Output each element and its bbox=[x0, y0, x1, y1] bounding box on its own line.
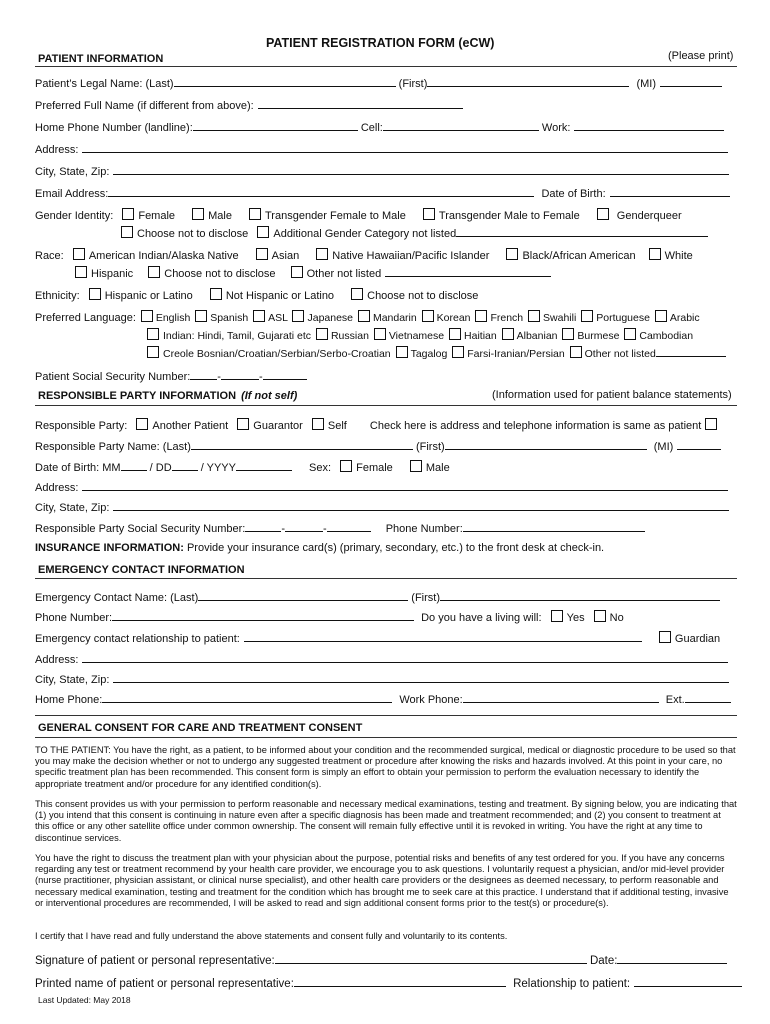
relationship-label: Emergency contact relationship to patient: bbox=[35, 633, 240, 645]
checkbox-farsi[interactable] bbox=[452, 346, 464, 358]
option-yes: Yes bbox=[566, 612, 585, 624]
emergency-home-phone-row bbox=[35, 692, 731, 707]
checkbox-korean[interactable] bbox=[422, 310, 434, 322]
responsible-ssn-2[interactable] bbox=[285, 521, 323, 532]
responsible-ssn-1[interactable] bbox=[245, 521, 281, 532]
ethnicity-label: Ethnicity: bbox=[35, 290, 80, 302]
responsible-address-label: Address: bbox=[35, 482, 79, 494]
dob-label: Date of Birth: bbox=[541, 188, 606, 200]
emergency-address-label: Address: bbox=[35, 654, 79, 666]
work-label: Work: bbox=[541, 122, 571, 134]
checkbox-race-undisclosed[interactable] bbox=[148, 266, 160, 278]
option-farsi: Farsi-Iranian/Persian bbox=[467, 348, 565, 360]
language-label: Preferred Language: bbox=[35, 312, 136, 324]
option-english: English bbox=[155, 312, 191, 324]
sex-label: Sex: bbox=[309, 462, 332, 474]
option-creole: Creole Bosnian/Croatian/Serbian/Serbo-Croatian bbox=[163, 348, 391, 360]
checkbox-self[interactable] bbox=[312, 418, 324, 430]
first-name-field[interactable] bbox=[427, 76, 629, 87]
printed-name-field[interactable] bbox=[294, 976, 506, 987]
living-will-label: Do you have a living will: bbox=[421, 612, 542, 624]
emergency-name-row bbox=[35, 590, 720, 605]
city-field[interactable] bbox=[113, 164, 729, 175]
ssn-part-1[interactable] bbox=[190, 369, 217, 380]
language-row-3 bbox=[145, 346, 726, 361]
emergency-address-field[interactable] bbox=[82, 652, 728, 663]
same-as-patient-label: Check here is address and telephone information is same as patient bbox=[369, 420, 702, 432]
dob-mm-field[interactable] bbox=[121, 460, 147, 471]
city-label: City, State, Zip: bbox=[35, 166, 110, 178]
checkbox-asian[interactable] bbox=[256, 248, 268, 260]
checkbox-trans-mtf[interactable] bbox=[423, 208, 435, 220]
address-label: Address: bbox=[35, 144, 79, 156]
cell-field[interactable] bbox=[383, 120, 539, 131]
patient-info-heading: PATIENT INFORMATION bbox=[38, 53, 164, 65]
option-sex-female: Female bbox=[356, 462, 393, 474]
checkbox-female[interactable] bbox=[122, 208, 134, 220]
option-no: No bbox=[609, 612, 624, 624]
option-genderqueer: Genderqueer bbox=[616, 210, 682, 222]
checkbox-cambodian[interactable] bbox=[624, 328, 636, 340]
option-male: Male bbox=[208, 210, 232, 222]
language-row-2 bbox=[145, 328, 693, 343]
option-french: French bbox=[490, 312, 524, 324]
checkbox-french[interactable] bbox=[475, 310, 487, 322]
gender-other-field[interactable] bbox=[456, 226, 708, 237]
checkbox-mandarin[interactable] bbox=[358, 310, 370, 322]
divider bbox=[35, 715, 737, 716]
home-phone-label: Home Phone Number (landline): bbox=[35, 122, 193, 134]
address-field[interactable] bbox=[82, 142, 728, 153]
option-ethnicity-undisclosed: Choose not to disclose bbox=[367, 290, 479, 302]
divider bbox=[35, 405, 737, 406]
emergency-home-phone-field[interactable] bbox=[102, 692, 392, 703]
checkbox-arabic[interactable] bbox=[655, 310, 667, 322]
checkbox-language-other[interactable] bbox=[570, 346, 582, 358]
language-row bbox=[35, 310, 700, 325]
checkbox-ethnicity-undisclosed[interactable] bbox=[351, 288, 363, 300]
option-albanian: Albanian bbox=[516, 330, 558, 342]
emergency-first-label: (First) bbox=[411, 592, 441, 604]
responsible-mi-label: (MI) bbox=[653, 441, 674, 453]
checkbox-japanese[interactable] bbox=[292, 310, 304, 322]
legal-name-row bbox=[35, 76, 722, 91]
option-hispanic: Hispanic bbox=[91, 268, 134, 280]
relationship-field[interactable] bbox=[244, 631, 642, 642]
option-asl: ASL bbox=[268, 312, 288, 324]
emergency-name-label: Emergency Contact Name: (Last) bbox=[35, 592, 199, 604]
relationship-to-patient-label: Relationship to patient: bbox=[513, 978, 631, 990]
responsible-city-row bbox=[35, 500, 729, 515]
responsible-first-field[interactable] bbox=[445, 439, 647, 450]
ethnicity-row bbox=[35, 288, 478, 303]
printed-name-row bbox=[35, 976, 742, 991]
checkbox-not-hispanic[interactable] bbox=[210, 288, 222, 300]
checkbox-gender-undisclosed[interactable] bbox=[121, 226, 133, 238]
emergency-phone-label: Phone Number: bbox=[35, 612, 113, 624]
race-other-field[interactable] bbox=[385, 266, 551, 277]
responsible-city-field[interactable] bbox=[113, 500, 729, 511]
checkbox-male[interactable] bbox=[192, 208, 204, 220]
ext-field[interactable] bbox=[685, 692, 731, 703]
divider bbox=[35, 578, 737, 579]
option-hawaiian: Native Hawaiian/Pacific Islander bbox=[332, 250, 490, 262]
home-phone-field[interactable] bbox=[193, 120, 358, 131]
option-burmese: Burmese bbox=[577, 330, 620, 342]
responsible-phone-label: Phone Number: bbox=[385, 523, 463, 535]
dob-yyyy-label: / YYYY bbox=[200, 462, 236, 474]
option-american-indian: American Indian/Alaska Native bbox=[88, 250, 239, 262]
option-gender-undisclosed: Choose not to disclose bbox=[137, 228, 249, 240]
divider bbox=[35, 737, 737, 738]
mi-field[interactable] bbox=[660, 76, 722, 87]
legal-name-label: Patient’s Legal Name: (Last) bbox=[35, 78, 174, 90]
preferred-name-label: Preferred Full Name (if different from above): bbox=[35, 100, 254, 112]
option-swahili: Swahili bbox=[543, 312, 577, 324]
option-self: Self bbox=[327, 420, 347, 432]
option-cambodian: Cambodian bbox=[639, 330, 694, 342]
option-not-hispanic: Not Hispanic or Latino bbox=[225, 290, 335, 302]
option-hispanic-latino: Hispanic or Latino bbox=[104, 290, 193, 302]
last-name-field[interactable] bbox=[174, 76, 396, 87]
consent-paragraph-1: TO THE PATIENT: You have the right, as a patient, to be informed about your condition and the recommended surgical, medical or diagnostic procedure to be used so that you may make the decision whether or not to undergo any suggested treatment or procedure after knowing the risks and hazards involved. At this point in your care, no specific treatment plan has been recommended. This consent form is simply an effort to obtain your permission to perform the evaluation necessary to identify the appropriate treatment and/or procedure for any identified condition(s). bbox=[35, 745, 736, 789]
checkbox-black[interactable] bbox=[506, 248, 518, 260]
option-female: Female bbox=[138, 210, 176, 222]
responsible-city-label: City, State, Zip: bbox=[35, 502, 110, 514]
emergency-address-row bbox=[35, 652, 728, 667]
emergency-city-label: City, State, Zip: bbox=[35, 674, 110, 686]
emergency-work-phone-field[interactable] bbox=[463, 692, 659, 703]
email-field[interactable] bbox=[108, 186, 534, 197]
option-gender-other: Additional Gender Category not listed bbox=[273, 228, 457, 240]
race-row-2 bbox=[69, 266, 551, 281]
option-arabic: Arabic bbox=[669, 312, 700, 324]
email-row bbox=[35, 186, 730, 201]
insurance-row bbox=[35, 542, 604, 555]
responsible-heading: RESPONSIBLE PARTY INFORMATION bbox=[38, 390, 237, 402]
responsible-first-label: (First) bbox=[415, 441, 445, 453]
responsible-mi-field[interactable] bbox=[677, 439, 721, 450]
emergency-city-row bbox=[35, 672, 729, 687]
checkbox-sex-male[interactable] bbox=[410, 460, 422, 472]
responsible-name-row bbox=[35, 439, 721, 454]
city-row bbox=[35, 164, 729, 179]
checkbox-indian[interactable] bbox=[147, 328, 159, 340]
checkbox-genderqueer[interactable] bbox=[597, 208, 609, 220]
emergency-relationship-row bbox=[35, 631, 720, 646]
option-korean: Korean bbox=[436, 312, 471, 324]
insurance-label: INSURANCE INFORMATION: bbox=[35, 542, 184, 554]
emergency-phone-field[interactable] bbox=[112, 610, 414, 621]
checkbox-tagalog[interactable] bbox=[396, 346, 408, 358]
option-another-patient: Another Patient bbox=[152, 420, 229, 432]
checkbox-hawaiian[interactable] bbox=[316, 248, 328, 260]
checkbox-trans-ftm[interactable] bbox=[249, 208, 261, 220]
phone-row bbox=[35, 120, 724, 135]
date-field[interactable] bbox=[617, 953, 727, 964]
emergency-heading: EMERGENCY CONTACT INFORMATION bbox=[38, 564, 245, 576]
checkbox-swahili[interactable] bbox=[528, 310, 540, 322]
option-black: Black/African American bbox=[522, 250, 636, 262]
responsible-ssn-row: Responsible Party Social Security Number: - - Phone Number: bbox=[35, 521, 645, 536]
responsible-address-row bbox=[35, 480, 728, 495]
ssn-label: Patient Social Security Number: bbox=[35, 371, 191, 383]
option-trans-ftm: Transgender Female to Male bbox=[265, 210, 406, 222]
checkbox-living-will-no[interactable] bbox=[594, 610, 606, 622]
signature-row bbox=[35, 953, 727, 968]
option-portuguese: Portuguese bbox=[596, 312, 650, 324]
responsible-heading-note: (If not self) bbox=[241, 390, 298, 402]
checkbox-guarantor[interactable] bbox=[237, 418, 249, 430]
emergency-phone-row bbox=[35, 610, 624, 625]
ssn-row: Patient Social Security Number: - - bbox=[35, 369, 307, 384]
signature-field[interactable] bbox=[275, 953, 587, 964]
responsible-ssn-3[interactable] bbox=[327, 521, 371, 532]
checkbox-living-will-yes[interactable] bbox=[551, 610, 563, 622]
checkbox-russian[interactable] bbox=[316, 328, 328, 340]
checkbox-spanish[interactable] bbox=[195, 310, 207, 322]
checkbox-gender-other[interactable] bbox=[257, 226, 269, 238]
ssn-part-2[interactable] bbox=[221, 369, 259, 380]
date-label: Date: bbox=[589, 955, 618, 967]
option-race-undisclosed: Choose not to disclose bbox=[164, 268, 276, 280]
checkbox-american-indian[interactable] bbox=[73, 248, 85, 260]
responsible-phone-field[interactable] bbox=[463, 521, 645, 532]
consent-heading: GENERAL CONSENT FOR CARE AND TREATMENT CONSENT bbox=[38, 722, 363, 734]
checkbox-another-patient[interactable] bbox=[136, 418, 148, 430]
ssn-part-3[interactable] bbox=[263, 369, 307, 380]
gender-row bbox=[35, 208, 682, 223]
gender-row-2 bbox=[121, 226, 708, 241]
dob-yyyy-field[interactable] bbox=[236, 460, 292, 471]
responsible-ssn-label: Responsible Party Social Security Number: bbox=[35, 523, 246, 535]
last-updated: Last Updated: May 2018 bbox=[38, 995, 131, 1005]
work-field[interactable] bbox=[574, 120, 724, 131]
option-white: White bbox=[664, 250, 693, 262]
option-language-other: Other not listed bbox=[584, 348, 656, 360]
option-russian: Russian bbox=[330, 330, 369, 342]
checkbox-guardian[interactable] bbox=[659, 631, 671, 643]
mi-label: (MI) bbox=[636, 78, 656, 90]
checkbox-asl[interactable] bbox=[253, 310, 265, 322]
checkbox-white[interactable] bbox=[649, 248, 661, 260]
responsible-party-label: Responsible Party: bbox=[35, 420, 128, 432]
checkbox-vietnamese[interactable] bbox=[374, 328, 386, 340]
option-sex-male: Male bbox=[425, 462, 450, 474]
checkbox-hispanic-latino[interactable] bbox=[89, 288, 101, 300]
balance-statement-note: (Information used for patient balance statements) bbox=[492, 389, 732, 401]
checkbox-portuguese[interactable] bbox=[581, 310, 593, 322]
option-japanese: Japanese bbox=[307, 312, 354, 324]
preferred-name-row bbox=[35, 98, 463, 113]
option-guarantor: Guarantor bbox=[253, 420, 303, 432]
dob-field[interactable] bbox=[610, 186, 730, 197]
consent-paragraph-2: This consent provides us with your permission to perform reasonable and necessary medical examinations, testing and treatment. By signing below, you are indicating that (1) you intend that this consent is continuing in nature even after a specific diagnosis has been made and treatment recommended; and (2) you consent to treatment at this office or any other satellite office under common ownership. The consent will remain fully effective until it is revoked in writing. You have the right at any time to discontinue services. bbox=[35, 799, 737, 843]
home-phone-label: Home Phone: bbox=[35, 694, 103, 706]
cell-label: Cell: bbox=[360, 122, 383, 134]
divider bbox=[35, 66, 737, 67]
dob-dd-field[interactable] bbox=[172, 460, 198, 471]
checkbox-haitian[interactable] bbox=[449, 328, 461, 340]
emergency-city-field[interactable] bbox=[113, 672, 729, 683]
language-other-field[interactable] bbox=[656, 346, 726, 357]
emergency-last-field[interactable] bbox=[198, 590, 408, 601]
address-row bbox=[35, 142, 728, 157]
emergency-first-field[interactable] bbox=[440, 590, 720, 601]
race-row bbox=[35, 248, 693, 263]
responsible-party-row bbox=[35, 418, 721, 433]
responsible-last-field[interactable] bbox=[191, 439, 413, 450]
dob-dd-label: / DD bbox=[149, 462, 172, 474]
printed-name-label: Printed name of patient or personal representative: bbox=[35, 978, 294, 990]
checkbox-same-as-patient[interactable] bbox=[705, 418, 717, 430]
responsible-heading-row bbox=[38, 390, 297, 403]
option-haitian: Haitian bbox=[464, 330, 497, 342]
checkbox-english[interactable] bbox=[141, 310, 153, 322]
checkbox-hispanic[interactable] bbox=[75, 266, 87, 278]
option-guardian: Guardian bbox=[674, 633, 721, 645]
form-title: PATIENT REGISTRATION FORM (eCW) bbox=[266, 36, 495, 50]
option-asian: Asian bbox=[271, 250, 300, 262]
checkbox-sex-female[interactable] bbox=[340, 460, 352, 472]
responsible-dob-label: Date of Birth: MM bbox=[35, 462, 121, 474]
option-spanish: Spanish bbox=[210, 312, 249, 324]
option-indian: Indian: Hindi, Tamil, Gujarati etc bbox=[163, 330, 312, 342]
first-name-label: (First) bbox=[398, 78, 428, 90]
option-mandarin: Mandarin bbox=[372, 312, 417, 324]
option-race-other: Other not listed bbox=[306, 268, 382, 280]
responsible-name-label: Responsible Party Name: (Last) bbox=[35, 441, 191, 453]
checkbox-albanian[interactable] bbox=[502, 328, 514, 340]
responsible-dob-row bbox=[35, 460, 450, 475]
gender-label: Gender Identity: bbox=[35, 210, 114, 222]
option-vietnamese: Vietnamese bbox=[388, 330, 445, 342]
preferred-name-field[interactable] bbox=[258, 98, 463, 109]
option-tagalog: Tagalog bbox=[410, 348, 448, 360]
checkbox-race-other[interactable] bbox=[291, 266, 303, 278]
checkbox-burmese[interactable] bbox=[562, 328, 574, 340]
consent-paragraph-3: You have the right to discuss the treatment plan with your physician about the purpose, potential risks and benefits of any test ordered for you. If you have any concerns regarding any test or treatment recommend by your health care provider, we encourage you to ask questions. I voluntarily request a physician, and/or mid-level provider (nurse practitioner, physician assistant, or clinical nurse specialist), and other health care providers or the designees as deemed necessary, to perform reasonable and necessary medical examination, testing and treatment for the condition which has brought me to seek care at this practice. I understand that if additional testing, invasive or interventional procedures are recommended, I will be asked to read and sign additional consent forms prior to the test(s) or procedure(s). bbox=[35, 853, 729, 908]
email-label: Email Address: bbox=[35, 188, 109, 200]
insurance-text: Provide your insurance card(s) (primary, secondary, etc.) to the front desk at check-in. bbox=[186, 542, 605, 554]
responsible-address-field[interactable] bbox=[82, 480, 728, 491]
signature-label: Signature of patient or personal representative: bbox=[35, 955, 275, 967]
consent-paragraph-4: I certify that I have read and fully understand the above statements and consent fully and voluntarily to its contents. bbox=[35, 931, 508, 941]
checkbox-creole[interactable] bbox=[147, 346, 159, 358]
relationship-to-patient-field[interactable] bbox=[634, 976, 742, 987]
race-label: Race: bbox=[35, 250, 64, 262]
ext-label: Ext. bbox=[665, 694, 685, 706]
work-phone-label: Work Phone: bbox=[399, 694, 463, 706]
option-trans-mtf: Transgender Male to Female bbox=[438, 210, 580, 222]
please-print-note: (Please print) bbox=[668, 50, 734, 62]
